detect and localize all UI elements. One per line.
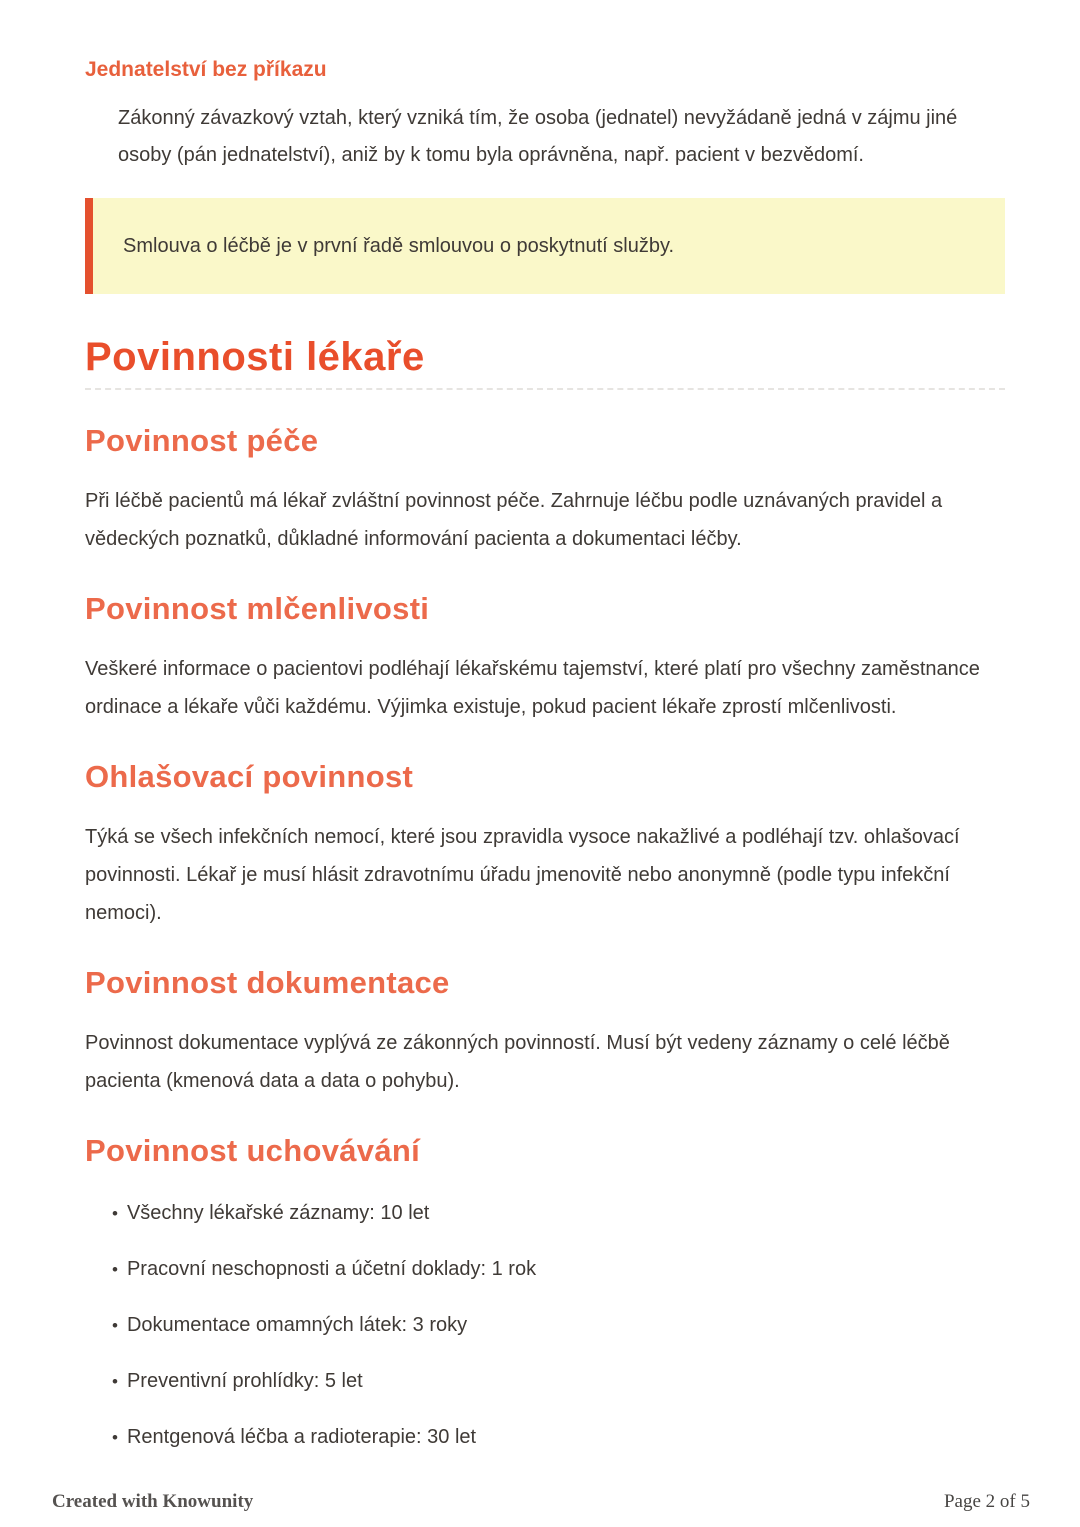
page-title: Povinnosti lékaře: [85, 334, 1005, 390]
page-footer: [52, 1491, 1030, 1513]
footer-page-number: Page 2 of 5: [943, 1491, 1030, 1512]
section-heading: Povinnost uchovávání: [85, 1133, 421, 1168]
section-povinnost-dokumentace: [85, 964, 1005, 1100]
section-povinnost-pece: [85, 422, 1005, 558]
section-heading: Povinnost mlčenlivosti: [85, 591, 430, 626]
list-item: • Dokumentace omamných látek: 3 roky: [112, 1306, 1005, 1345]
footer-credit: Created with Knowunity: [52, 1491, 254, 1512]
section-heading: Povinnost péče: [85, 423, 319, 458]
section-ohlasovaci-povinnost: [85, 758, 1005, 932]
section-heading: Povinnost dokumentace: [85, 965, 450, 1000]
list-item: • Pracovní neschopnosti a účetní doklady: 1 rok: [112, 1250, 1005, 1289]
section-paragraph: Povinnost dokumentace vyplývá ze zákonných povinností. Musí být vedeny záznamy o celé léčbě pacienta (kmenová data a data o pohybu).: [85, 1032, 950, 1092]
section-paragraph: Veškeré informace o pacientovi podléhají lékařskému tajemství, které platí pro všechny zaměstnance ordinace a lékaře vůči každému. Výjimka existuje, pokud pacient lékaře zprostí mlčenlivosti.: [85, 658, 980, 718]
section-paragraph: Týká se všech infekčních nemocí, které jsou zpravidla vysoce nakažlivé a podléhají tzv. ohlašovací povinnosti. Lékař je musí hlásit zdravotnímu úřadu jmenovitě nebo anonymně (podle typu infekční nemoci).: [85, 826, 960, 924]
highlight-callout: [85, 198, 1005, 294]
retention-list: [112, 1194, 1005, 1457]
section-heading: Ohlašovací povinnost: [85, 759, 414, 794]
section-povinnost-mlcenlivosti: [85, 590, 1005, 726]
section-paragraph: Při léčbě pacientů má lékař zvláštní povinnost péče. Zahrnuje léčbu podle uznávaných pravidel a vědeckých poznatků, důkladné informování pacienta a dokumentaci léčby.: [85, 490, 943, 550]
callout-text: Smlouva o léčbě je v první řadě smlouvou o poskytnutí služby.: [123, 235, 675, 257]
intro-section-heading: Jednatelství bez příkazu: [85, 58, 327, 81]
list-item: • Preventivní prohlídky: 5 let: [112, 1362, 1005, 1401]
list-item: • Rentgenová léčba a radioterapie: 30 let: [112, 1418, 1005, 1457]
intro-paragraph: Zákonný závazkový vztah, který vzniká tím, že osoba (jednatel) nevyžádaně jedná v zájmu jiné osoby (pán jednatelství), aniž by k tomu byla oprávněna, např. pacient v bezvědomí.: [118, 107, 958, 166]
section-povinnost-uchovavani: [85, 1132, 1005, 1457]
list-item: • Všechny lékařské záznamy: 10 let: [112, 1194, 1005, 1233]
